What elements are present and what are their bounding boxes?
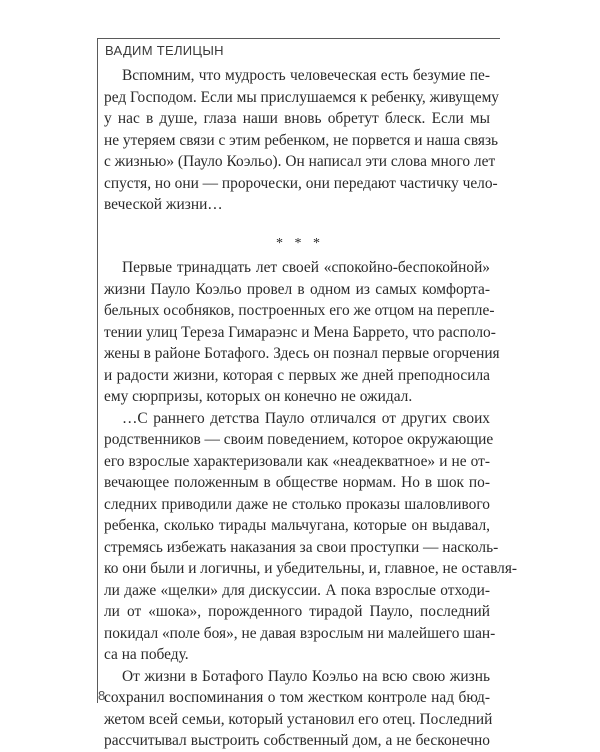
- paragraph-quote-end: [104, 65, 499, 216]
- text-line: жизни Пауло Коэльо провел в одном из самых комфорта-: [104, 280, 490, 298]
- text-line: не утеряем связи с этим ребенком, не порвется и наша связь: [104, 131, 499, 149]
- text-line: сохранил воспоминания о том жестком контроле над бюд-: [104, 689, 490, 706]
- text-line: жены в районе Ботафого. Здесь он познал первые огорчения: [104, 345, 500, 362]
- header-rule: [97, 38, 500, 39]
- text-line: стремясь избежать наказания за свои проступки — насколь-: [104, 538, 499, 556]
- text-line: ред Господом. Если мы прислушаемся к ребенку, живущему: [104, 88, 499, 106]
- section-separator: * * *: [276, 236, 324, 251]
- text-line: …С раннего детства Пауло отличался от других своих: [122, 409, 490, 427]
- text-line: бельных особняков, построенных его же отцом на перепле-: [104, 302, 495, 319]
- running-head: ВАДИМ ТЕЛИЦЫН: [105, 43, 224, 58]
- text-line: покидал «поле боя», не давая взрослым ни малейшего шан-: [104, 624, 496, 642]
- text-line: ему сюрпризы, которых он конечно не ожидал.: [104, 388, 413, 405]
- text-line: Первые тринадцать лет своей «спокойно-беспокойной»: [122, 259, 490, 276]
- text-line: с жизнью» (Пауло Коэльо). Он написал эти слова много лет: [104, 153, 496, 170]
- text-line: у нас в душе, глаза наши вновь обретут блеск. Если мы: [104, 110, 490, 127]
- text-line: ли даже «щелки» для дискуссии. А пока взрослые отходи-: [104, 581, 490, 599]
- vertical-rule: [97, 38, 98, 703]
- text-line: ко они были и логичны, и убедительны, и, главное, не оставля-: [104, 560, 518, 577]
- text-line: его взрослые характеризовали как «неадекватное» и не от-: [104, 452, 490, 470]
- text-line: спустя, но они — пророчески, они передают частичку чело-: [104, 174, 498, 192]
- text-line: жетом всей семьи, который установил его отец. Последний: [104, 710, 493, 728]
- body-text: [104, 257, 518, 752]
- text-line: веческой жизни…: [104, 196, 223, 213]
- text-line: и радости жизни, которая с первых же дней преподносила: [104, 366, 490, 384]
- text-line: родственников — своим поведением, которое окружающие: [104, 431, 494, 448]
- text-line: ребенка, сколько тирады мальчугана, которые он выдавал,: [104, 517, 490, 534]
- paragraph: [104, 257, 500, 408]
- text-line: следних приводили даже не столько проказы шаловливого: [104, 495, 490, 513]
- text-line: тении улиц Тереза Гимараэнс и Мена Баррето, что располо-: [104, 323, 496, 341]
- text-line: Вспомним, что мудрость человеческая есть безумие пе-: [122, 67, 490, 84]
- text-line: От жизни в Ботафого Пауло Коэльо на всю свою жизнь: [122, 667, 490, 685]
- text-line: са на победу.: [104, 646, 189, 663]
- text-line: рассчитывал выстроить собственный дом, а не бесконечно: [104, 732, 490, 749]
- text-line: вечающее положенным в обществе нормам. Но в шок по-: [104, 474, 490, 491]
- page-number: 8: [98, 688, 106, 703]
- paragraph: [104, 666, 493, 752]
- text-line: ли от «шока», порожденного тирадой Пауло, последний: [104, 603, 490, 620]
- paragraph: [104, 408, 518, 666]
